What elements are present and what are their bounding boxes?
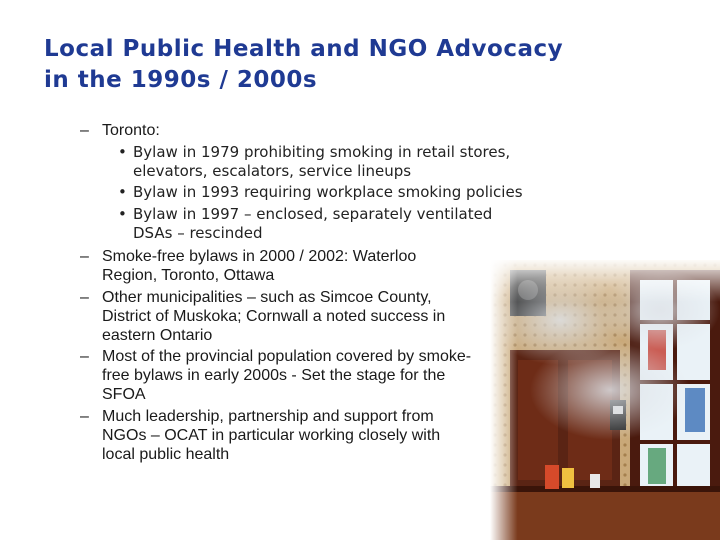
- sub-bullet-text: DSAs – rescinded: [133, 224, 263, 242]
- point-text: NGOs – OCAT in particular working closely with: [102, 427, 441, 444]
- point-text: District of Muskoka; Cornwall a noted success in: [102, 308, 446, 325]
- bullet-marker: •: [118, 143, 127, 161]
- sub-bullet-text: Bylaw in 1997 – enclosed, separately ventilated: [133, 205, 493, 223]
- toronto-label: Toronto:: [102, 122, 160, 139]
- dash-marker: –: [80, 122, 89, 139]
- bullet-marker: •: [118, 205, 127, 223]
- point-text: Region, Toronto, Ottawa: [102, 267, 275, 284]
- title-line-2: in the 1990s / 2000s: [44, 67, 318, 93]
- point-text: eastern Ontario: [102, 327, 213, 344]
- point-text: SFOA: [102, 386, 146, 403]
- bullet-marker: •: [118, 183, 127, 201]
- dash-marker: –: [80, 408, 89, 425]
- dash-marker: –: [80, 248, 89, 265]
- title-line-1: Local Public Health and NGO Advocacy: [44, 36, 564, 62]
- smoky-bar-photo: [490, 260, 720, 540]
- point-text: Most of the provincial population covered by smoke-: [102, 348, 472, 365]
- point-text: free bylaws in early 2000s - Set the stage for the: [102, 367, 446, 384]
- point-text: Much leadership, partnership and support from: [102, 408, 434, 425]
- photo-illustration: [490, 260, 720, 540]
- sub-bullet-text: elevators, escalators, service lineups: [133, 162, 412, 180]
- point-text: local public health: [102, 446, 230, 463]
- dash-marker: –: [80, 348, 89, 365]
- point-text: Other municipalities – such as Simcoe County,: [102, 289, 432, 306]
- sub-bullet-text: Bylaw in 1993 requiring workplace smoking policies: [133, 183, 523, 201]
- point-text: Smoke-free bylaws in 2000 / 2002: Waterloo: [102, 248, 417, 265]
- dash-marker: –: [80, 289, 89, 306]
- slide-title: [44, 34, 684, 96]
- sub-bullet-text: Bylaw in 1979 prohibiting smoking in retail stores,: [133, 143, 511, 161]
